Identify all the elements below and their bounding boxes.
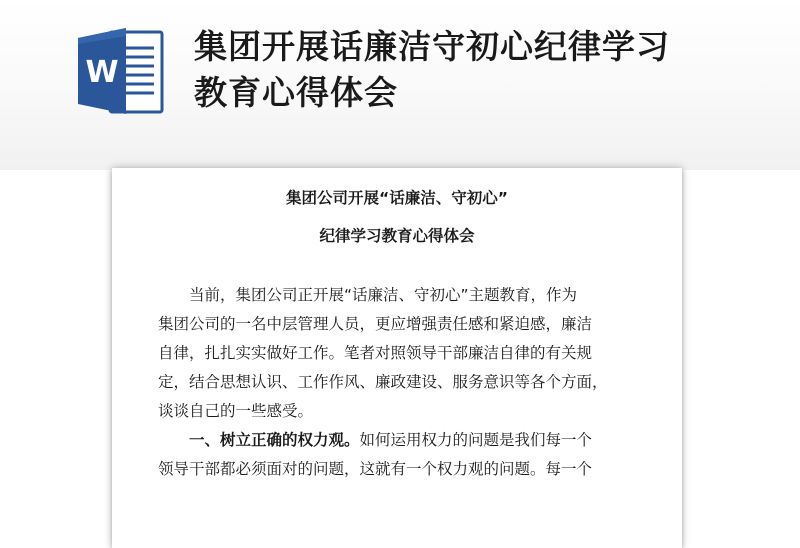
document-page	[112, 168, 682, 548]
document-title-line2: 纪律学习教育心得体会	[319, 227, 475, 245]
word-document-icon	[76, 26, 164, 116]
paragraph-line: 领导干部都必须面对的问题，这就有一个权力观的问题。每一个	[158, 460, 593, 478]
word-icon-letter: W	[85, 55, 119, 90]
document-body	[158, 281, 646, 484]
paragraph-line: 定，结合思想认识、工作作风、廉政建设、服务意识等各个方面，	[158, 373, 608, 391]
header-banner	[0, 0, 800, 170]
section-text: 如何运用权力的问题是我们每一个	[359, 431, 593, 449]
page-title-line1: 集团开展话廉洁守初心纪律学习	[194, 27, 670, 66]
paragraph-line: 集团公司的一名中层管理人员，更应增强责任感和紧迫感，廉洁	[158, 315, 593, 333]
paragraph-line: 当前，集团公司正开展“话廉洁、守初心”主题教育，作为	[189, 286, 578, 304]
paragraph-line: 自律，扎扎实实做好工作。笔者对照领导干部廉洁自律的有关规	[158, 344, 593, 362]
document-title-line1: 集团公司开展“话廉洁、守初心”	[286, 189, 508, 207]
section-heading-line	[158, 426, 646, 455]
section-heading: 一、树立正确的权力观。	[189, 431, 360, 449]
page-title-line2: 教育心得体会	[194, 73, 398, 112]
paragraph-line: 谈谈自己的一些感受。	[158, 402, 314, 420]
page-title	[194, 24, 754, 116]
